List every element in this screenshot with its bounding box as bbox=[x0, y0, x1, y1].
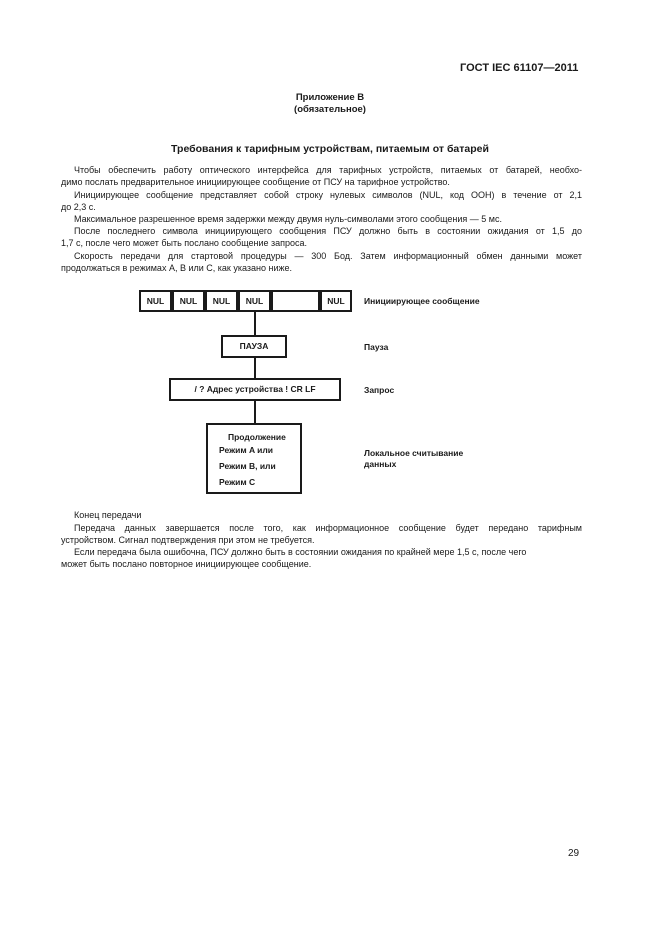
label-init-message: Инициирующее сообщение bbox=[364, 296, 480, 306]
closing-line: устройством. Сигнал подтверждения при этом не требуется. bbox=[61, 535, 315, 545]
intro-line: до 2,3 с. bbox=[61, 202, 96, 212]
nul-cell: NUL bbox=[320, 290, 352, 312]
intro-line: продолжаться в режимах A, B или C, как указано ниже. bbox=[61, 263, 293, 273]
nul-cell-gap bbox=[271, 290, 320, 312]
annex-title: Приложение B bbox=[295, 92, 365, 103]
pause-box: ПАУЗА bbox=[221, 335, 287, 358]
annex-subtitle: (обязательное) bbox=[294, 104, 366, 115]
nul-cell: NUL bbox=[172, 290, 205, 312]
section-title: Требования к тарифным устройствам, питаемым от батарей bbox=[171, 143, 489, 155]
nul-cell: NUL bbox=[205, 290, 238, 312]
connector-line bbox=[254, 312, 256, 335]
connector-line bbox=[254, 401, 256, 423]
nul-cell: NUL bbox=[238, 290, 271, 312]
intro-line: После последнего символа инициирующего сообщения ПСУ должно быть в состоянии ожидания от 1,5 до bbox=[74, 226, 582, 236]
continuation-title: Продолжение bbox=[228, 432, 286, 442]
page-number: 29 bbox=[568, 848, 580, 859]
mode-b-label: Режим B, или bbox=[219, 461, 276, 471]
mode-c-label: Режим C bbox=[219, 477, 256, 487]
mode-a-label: Режим A или bbox=[219, 445, 274, 455]
closing-line: Передача данных завершается после того, как информационное сообщение будет передано тарифным bbox=[74, 523, 582, 533]
label-pause: Пауза bbox=[364, 342, 389, 352]
closing-line: Если передача была ошибочна, ПСУ должно быть в состоянии ожидания по крайней мере 1,5 с, после чего bbox=[74, 547, 527, 557]
continuation-box bbox=[206, 423, 302, 494]
request-box: / ? Адрес устройства ! CR LF bbox=[169, 378, 341, 401]
label-request: Запрос bbox=[364, 385, 395, 395]
intro-line: Инициирующее сообщение представляет собой строку нулевых символов (NUL, код OOH) в течение от 2,1 bbox=[74, 190, 582, 200]
standard-number: ГОСТ IEC 61107—2011 bbox=[460, 62, 579, 74]
intro-line: Скорость передачи для стартовой процедуры — 300 Бод. Затем информационный обмен данными может bbox=[74, 251, 582, 261]
intro-line: димо послать предварительное инициирующее сообщение от ПСУ на тарифное устройство. bbox=[61, 177, 450, 187]
intro-line: Максимальное разрешенное время задержки между двумя нуль-символами этого сообщения — 5 мс. bbox=[74, 214, 502, 224]
nul-cell: NUL bbox=[139, 290, 172, 312]
closing-line: Конец передачи bbox=[74, 510, 142, 520]
intro-line: Чтобы обеспечить работу оптического интерфейса для тарифных устройств, питаемых от батарей, необхо- bbox=[74, 165, 582, 175]
connector-line bbox=[254, 358, 256, 378]
label-local-read-cont: данных bbox=[364, 459, 397, 469]
closing-line: может быть послано повторное инициирующее сообщение. bbox=[61, 559, 312, 569]
intro-line: 1,7 с, после чего может быть послано сообщение запроса. bbox=[61, 238, 308, 248]
label-local-read: Локальное считывание bbox=[364, 448, 464, 458]
